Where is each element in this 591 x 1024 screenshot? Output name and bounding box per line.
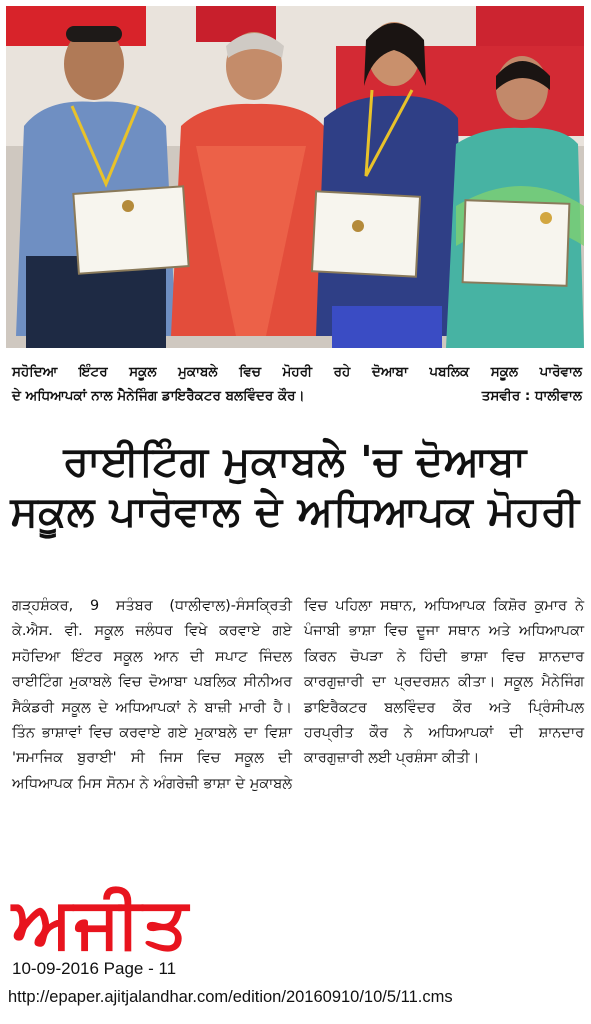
caption-line-2: ਦੇ ਅਧਿਆਪਕਾਂ ਨਾਲ ਮੈਨੇਜਿੰਗ ਡਾਇਰੈਕਟਰ ਬਲਵਿੰਦਰ ਕੌਰ। (12, 388, 305, 404)
certificate-1 (73, 186, 188, 273)
photo-caption (12, 360, 582, 408)
article-body: ਗੜ੍ਹਸ਼ੰਕਰ, 9 ਸਤੰਬਰ (ਧਾਲੀਵਾਲ)-ਸੰਸਕ੍ਰਿਤੀ ਕੇ.ਐਸ. ਵੀ. ਸਕੂਲ ਜਲੰਧਰ ਵਿਖੇ ਕਰਵਾਏ ਗਏ ਸਹੋਦਿਆ ਇੰਟਰ ਸਕੂਲ ਆਨ ਦੀ ਸਪਾਟ ਜਿੰਦਲ ਰਾਈਟਿੰਗ ਮੁਕਾਬਲੇ ਵਿਚ ਦੋਆਬਾ ਪਬਲਿਕ ਸੀਨੀਅਰ ਸੈਕੰਡਰੀ ਸਕੂਲ ਦੇ ਅਧਿਆਪਕਾਂ ਨੇ ਬਾਜ਼ੀ ਮਾਰੀ ਹੈ। ਤਿੰਨ ਭਾਸ਼ਾਵਾਂ ਵਿਚ ਕਰਵਾਏ ਗਏ ਮੁਕਾਬਲੇ ਦਾ ਵਿਸ਼ਾ 'ਸਮਾਜਿਕ ਬੁਰਾਈ' ਸੀ ਜਿਸ ਵਿਚ ਸਕੂਲ ਦੀ ਅਧਿਆਪਕ ਮਿਸ ਸੋਨਮ ਨੇ ਅੰਗਰੇਜ਼ੀ ਭਾਸ਼ਾ ਦੇ ਮੁਕਾਬਲੇ ਵਿਚ ਪਹਿਲਾ ਸਥਾਨ, ਅਧਿਆਪਕ ਕਿਸ਼ੋਰ ਕੁਮਾਰ ਨੇ ਪੰਜਾਬੀ ਭਾਸ਼ਾ ਵਿਚ ਦੂਜਾ ਸਥਾਨ ਅਤੇ ਅਧਿਆਪਕਾ ਕਿਰਨ ਚੋਪੜਾ ਨੇ ਹਿੰਦੀ ਭਾਸ਼ਾ ਵਿਚ ਸ਼ਾਨਦਾਰ ਕਾਰਗੁਜ਼ਾਰੀ ਦਾ ਪ੍ਰਦਰਸ਼ਨ ਕੀਤਾ। ਸਕੂਲ ਮੈਨੇਜਿੰਗ ਡਾਇਰੈਕਟਰ ਬਲਵਿੰਦਰ ਕੌਰ ਅਤੇ ਪ੍ਰਿੰਸੀਪਲ ਹਰਪ੍ਰੀਤ ਕੌਰ ਨੇ ਅਧਿਆਪਕਾਂ ਦੀ ਸ਼ਾਨਦਾਰ ਕਾਰਗੁਜ਼ਾਰੀ ਲਈ ਪ੍ਰਸ਼ੰਸਾ ਕੀਤੀ। (12, 598, 584, 792)
ajit-logo: ਅਜੀਤ (12, 882, 190, 964)
certificate-2 (312, 191, 420, 276)
headline (8, 436, 582, 536)
headline-line-2: ਸਕੂਲ ਪਾਰੋਵਾਲ ਦੇ ਅਧਿਆਪਕ ਮੋਹਰੀ (10, 487, 580, 535)
source-url: http://epaper.ajitjalandhar.com/edition/20160910/10/5/11.cms (8, 988, 453, 1006)
certificate-3 (463, 200, 570, 286)
caption-line-2-row (12, 384, 582, 408)
group-photo-illustration (6, 6, 584, 348)
photo-credit: ਤਸਵੀਰ : ਧਾਲੀਵਾਲ (481, 388, 582, 404)
date-page: 10-09-2016 Page - 11 (12, 959, 177, 978)
caption-line-1: ਸਹੋਦਿਆ ਇੰਟਰ ਸਕੂਲ ਮੁਕਾਬਲੇ ਵਿਚ ਮੋਹਰੀ ਰਹੇ ਦੋਆਬਾ ਪਬਲਿਕ ਸਕੂਲ ਪਾਰੋਵਾਲ (12, 364, 582, 380)
headline-line-1: ਰਾਈਟਿੰਗ ਮੁਕਾਬਲੇ 'ਚ ਦੋਆਬਾ (63, 437, 527, 485)
news-photo (6, 6, 584, 348)
